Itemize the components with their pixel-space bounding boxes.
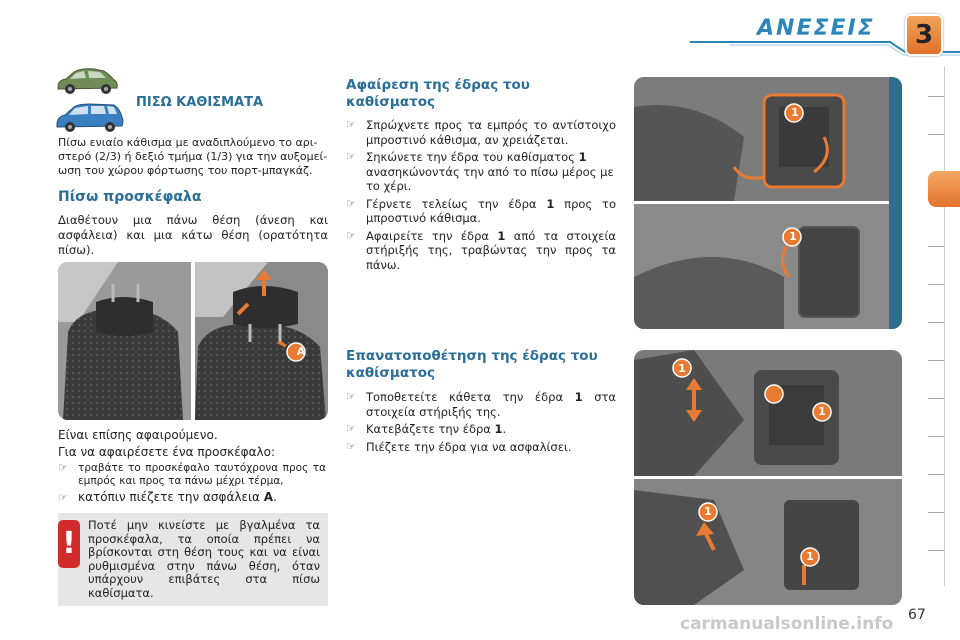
remove-step — [58, 462, 326, 487]
bullet-icon: ☞ — [346, 150, 356, 163]
remove-intro: Για να αφαιρέσετε ένα προσκέφαλο: — [58, 445, 275, 459]
remove-steps-list — [58, 462, 326, 508]
callout-label: 1 — [818, 405, 826, 418]
bullet-icon: ☞ — [58, 491, 68, 504]
section-title-rear-seats: ΠΙΣΩ ΚΑΘΙΣΜΑΤΑ — [136, 95, 264, 110]
step-after: από τα στοιχεία στήριξής της, τραβώντας την προς τα πάνω. — [366, 228, 616, 272]
removable-text: Είναι επίσης αφαιρούμενο. — [58, 428, 218, 442]
bullet-icon: ☞ — [346, 118, 356, 131]
side-chapter-tabs — [928, 66, 960, 606]
page-number: 67 — [908, 607, 926, 623]
removal-steps-list — [346, 118, 616, 275]
step-bold: 1 — [494, 422, 503, 436]
callout-label: 1 — [791, 106, 799, 119]
callout-label: 1 — [678, 362, 686, 375]
refit-step — [346, 440, 616, 455]
intro-line: ωση του χώρου φόρτωσης του πορτ-μπαγκάζ. — [58, 164, 313, 177]
step-bold: 1 — [546, 196, 555, 211]
active-chapter-tab — [928, 171, 960, 207]
step-after: προς το μπροστινό κάθισμα. — [366, 196, 616, 225]
seat-refit-photos — [634, 350, 902, 605]
removal-step — [346, 150, 616, 194]
remove-step-after: . — [273, 490, 277, 504]
headrest-text: Διαθέτουν μια πάνω θέση (άνεση και ασφάλεια) και μια κάτω θέση (ορατότητα πίσω). — [58, 213, 328, 257]
watermark: carmanualsonline.info — [680, 614, 894, 634]
step-text: Σηκώνετε την έδρα του καθίσματος — [366, 150, 579, 164]
intro-line: στερό (2/3) ή δεξιό τμήμα (1/3) για την αυξομεί- — [58, 150, 328, 163]
step-after: . — [502, 422, 507, 436]
hatchback-car-icon — [54, 66, 120, 96]
bullet-icon: ☞ — [346, 228, 356, 242]
removal-step — [346, 197, 616, 226]
bullet-icon: ☞ — [346, 439, 356, 453]
removal-title: Αφαίρεση της έδρας του καθίσματος — [346, 77, 530, 110]
step-text: Γέρνετε τελείως την έδρα — [366, 196, 547, 211]
bullet-icon: ☞ — [346, 422, 356, 435]
remove-step — [58, 490, 326, 505]
callout-label: 1 — [704, 505, 712, 518]
step-after: ανασηκώνοντάς την από το πίσω μέρος με το χέρι. — [366, 164, 614, 193]
remove-step-bold: A — [263, 490, 274, 504]
step-after: στα στοιχεία στήριξής της. — [366, 390, 617, 419]
step-text: Αφαιρείτε την έδρα — [366, 228, 498, 243]
callout-label: 1 — [806, 550, 814, 563]
intro-line: Πίσω ενιαίο κάθισμα με αναδιπλούμενο το αρι- — [58, 136, 318, 149]
refit-steps-list — [346, 390, 616, 457]
headrest-title: Πίσω προσκέφαλα — [58, 189, 202, 205]
step-bold: 1 — [574, 390, 583, 404]
step-bold: 1 — [578, 150, 587, 164]
warning-text: Ποτέ μην κινείστε με βγαλμένα τα προσκέφαλα, τα οποία πρέπει να βρίσκονται στη θέση τους και να είναι ρυθμισμένα στην πάνω θέση, όταν υπάρχουν επιβάτες στα πίσω καθίσματα. — [88, 518, 320, 600]
bullet-icon: ☞ — [58, 461, 68, 474]
removal-step — [346, 118, 616, 147]
refit-title: Επανατοποθέτηση της έδρας του καθίσματος — [346, 348, 598, 381]
intro-text — [58, 136, 330, 178]
photo-label-a: A — [296, 345, 306, 358]
removal-step — [346, 229, 616, 273]
chapter-number-badge: 3 — [905, 14, 943, 56]
step-text: Πιέζετε την έδρα για να ασφαλίσει. — [366, 439, 572, 454]
chapter-title: ΑΝΕΣΕΙΣ — [757, 16, 875, 41]
refit-step — [346, 390, 616, 419]
bullet-icon: ☞ — [346, 196, 356, 210]
remove-step-text: κατόπιν πιέζετε την ασφάλεια — [78, 490, 264, 504]
step-text: Σπρώχνετε προς τα εμπρός το αντίστοιχο μπροστινό κάθισμα, αν χρειάζεται. — [366, 118, 616, 147]
callout-label: 1 — [789, 230, 797, 243]
warning-icon: ! — [58, 520, 80, 568]
step-text: Τοποθετείτε κάθετα την έδρα — [366, 390, 575, 404]
bullet-icon: ☞ — [346, 390, 356, 403]
sw-car-icon — [54, 100, 126, 134]
headrest-photo — [58, 262, 328, 420]
step-bold: 1 — [497, 228, 506, 243]
refit-step — [346, 422, 616, 437]
step-text: Κατεβάζετε την έδρα — [366, 422, 495, 436]
seat-removal-photos — [634, 77, 902, 329]
remove-step-text: τραβάτε το προσκέφαλο ταυτόχρονα προς τα εμπρός και προς τα πάνω μέχρι τέρμα, — [78, 462, 326, 487]
